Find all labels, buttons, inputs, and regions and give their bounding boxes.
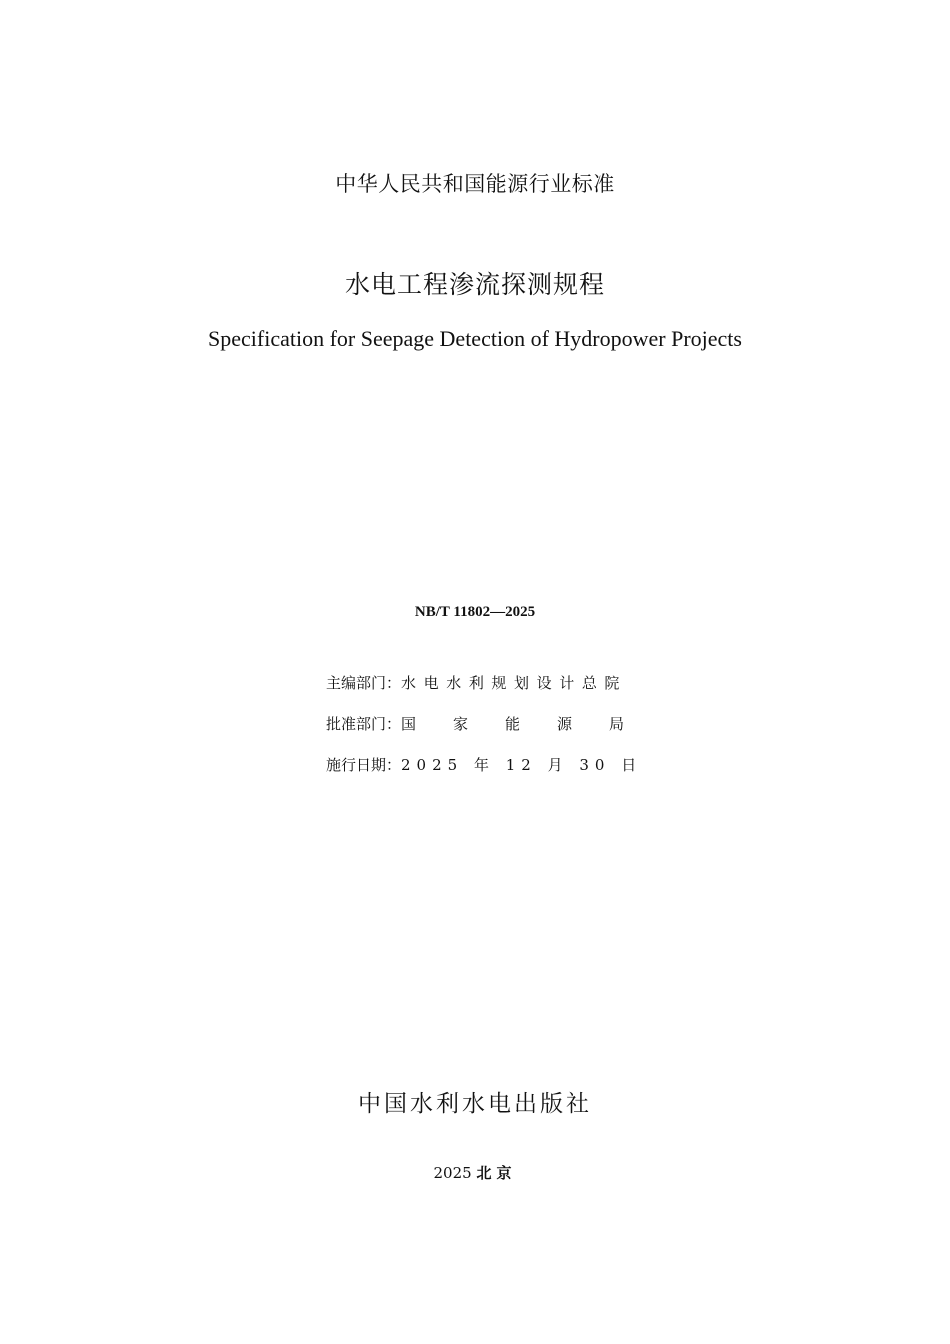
editor-row xyxy=(326,672,627,693)
approver-row xyxy=(326,713,624,734)
approver-char: 家 xyxy=(453,715,469,733)
publisher: 中国水利水电出版社 xyxy=(358,1091,592,1117)
standard-code: NB/T 11802—2025 xyxy=(414,604,536,620)
title-chinese: 水电工程渗流探测规程 xyxy=(344,270,605,299)
effective-date-value: 2025 年 12 月 30 日 xyxy=(401,756,643,774)
approver-char: 局 xyxy=(609,715,625,733)
approver-value xyxy=(401,713,624,734)
imprint-year: 2025 xyxy=(433,1164,472,1182)
approver-label: 批准部门： xyxy=(326,715,402,733)
effective-date-label: 施行日期： xyxy=(326,756,402,774)
standard-category: 中华人民共和国能源行业标准 xyxy=(335,172,615,196)
approver-char: 能 xyxy=(505,715,521,733)
imprint-city: 北京 xyxy=(476,1164,517,1182)
effective-date-row xyxy=(326,754,642,775)
imprint xyxy=(0,1162,950,1183)
title-english: Specification for Seepage Detection of Hydropower Projects xyxy=(208,326,742,351)
editor-label: 主编部门： xyxy=(326,674,402,692)
editor-value: 水电水利规划设计总院 xyxy=(401,674,628,692)
approver-char: 源 xyxy=(557,715,573,733)
approver-char: 国 xyxy=(401,715,417,733)
